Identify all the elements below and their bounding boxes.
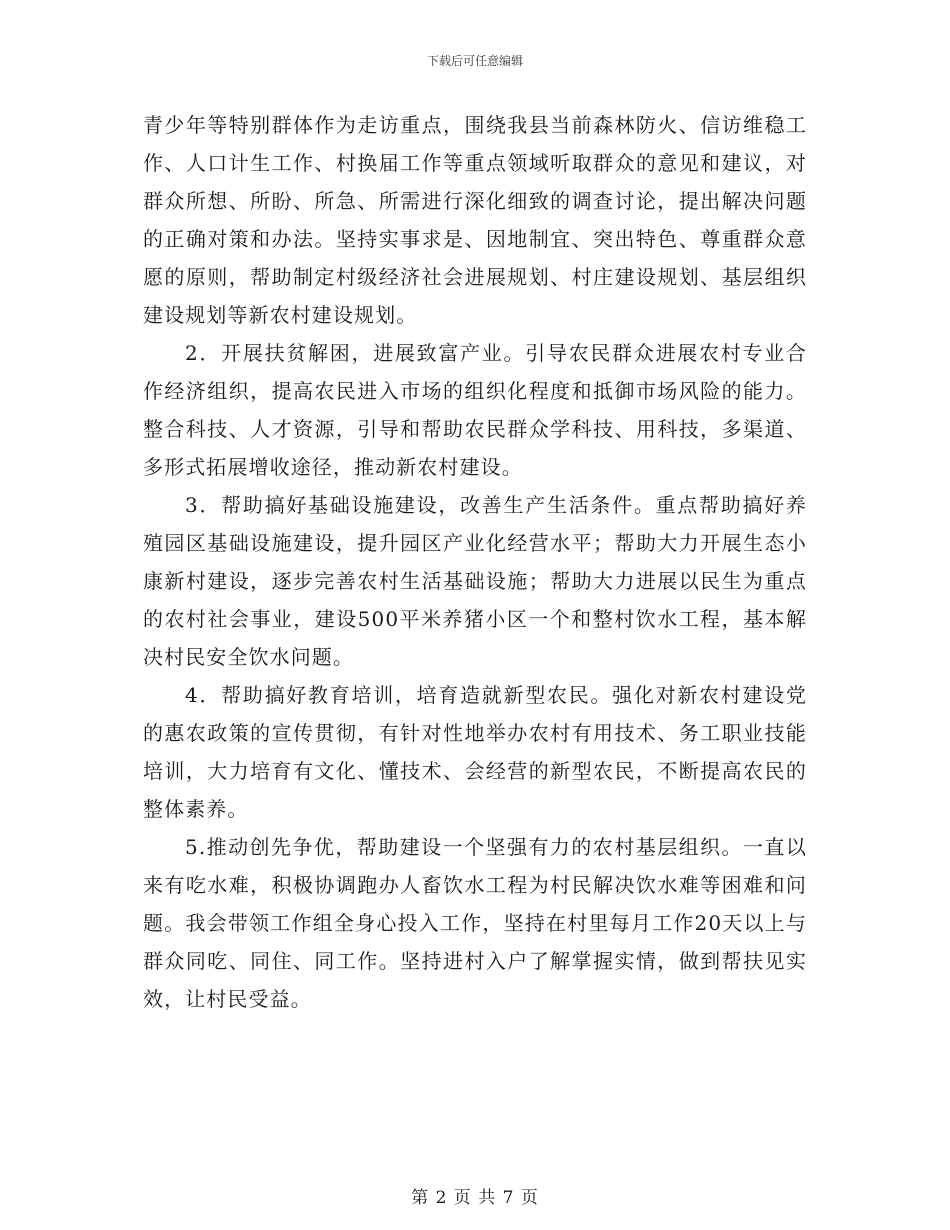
- page-number-footer: 第 2 页 共 7 页: [411, 1188, 539, 1208]
- paragraph-item-4: 4．帮助搞好教育培训，培育造就新型农民。强化对新农村建设党的惠农政策的宣传贯彻，有针对性地举办农村有用技术、务工职业技能培训，大力培育有文化、懂技术、会经营的新型农民，不断提高农民的整体素养。: [143, 683, 807, 821]
- paragraph-item-5: 5.推动创先争优，帮助建设一个坚强有力的农村基层组织。一直以来有吃水难，积极协调跑办人畜饮水工程为村民解决饮水难等困难和问题。我会带领工作组全身心投入工作，坚持在村里每月工作20天以上与群众同吃、同住、同工作。坚持进村入户了解掌握实情，做到帮扶见实效，让村民受益。: [143, 835, 807, 1011]
- page-header: 下载后可任意编辑: [426, 54, 523, 68]
- document-body: [143, 106, 807, 1018]
- paragraph-item-3: 3．帮助搞好基础设施建设，改善生产生活条件。重点帮助搞好养殖园区基础设施建设，提升园区产业化经营水平；帮助大力开展生态小康新村建设，逐步完善农村生活基础设施；帮助大力进展以民生为重点的农村社会事业，建设500平米养猪小区一个和整村饮水工程，基本解决村民安全饮水问题。: [143, 493, 807, 669]
- paragraph-continuation: 青少年等特别群体作为走访重点，围绕我县当前森林防火、信访维稳工作、人口计生工作、村换届工作等重点领域听取群众的意见和建议，对群众所想、所盼、所急、所需进行深化细致的调查讨论，提出解决问题的正确对策和办法。坚持实事求是、因地制宜、突出特色、尊重群众意愿的原则，帮助制定村级经济社会进展规划、村庄建设规划、基层组织建设规划等新农村建设规划。: [143, 113, 807, 327]
- paragraph-item-2: 2．开展扶贫解困，进展致富产业。引导农民群众进展农村专业合作经济组织，提高农民进入市场的组织化程度和抵御市场风险的能力。整合科技、人才资源，引导和帮助农民群众学科技、用科技，多渠道、多形式拓展增收途径，推动新农村建设。: [143, 341, 807, 479]
